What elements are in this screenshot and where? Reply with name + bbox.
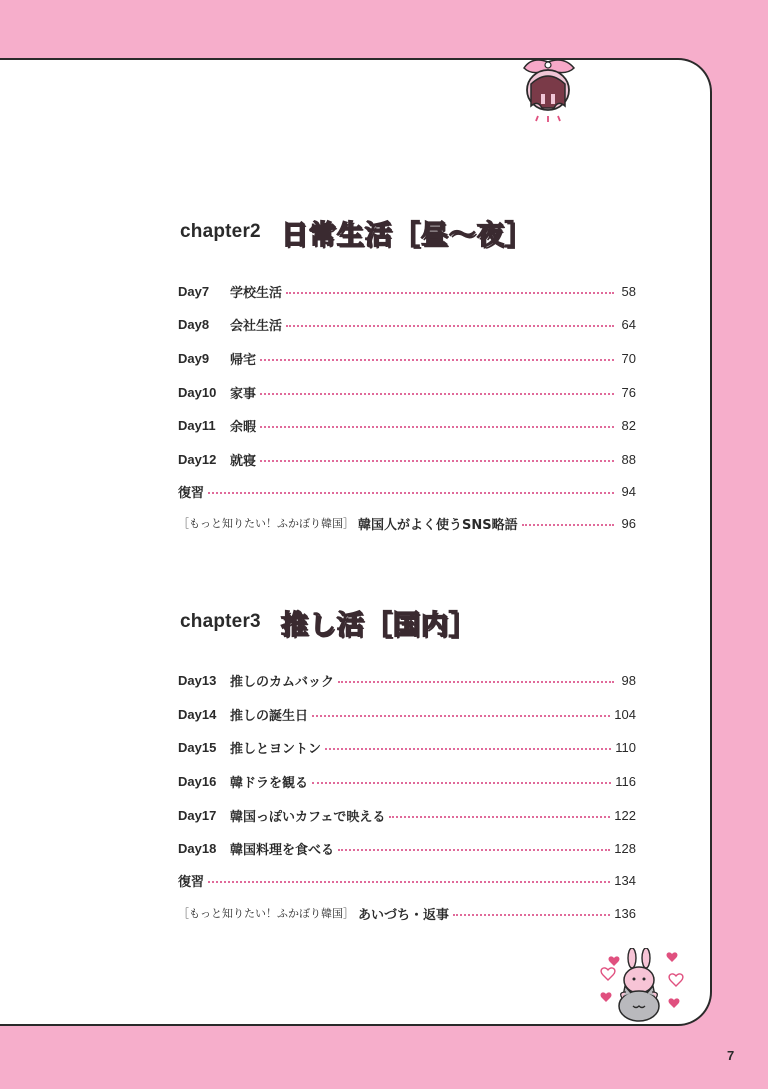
entry-title: 会社生活	[230, 318, 283, 334]
toc-entry[interactable]	[178, 281, 636, 301]
entry-title: 韓国人がよく使うSNS略語	[358, 517, 518, 533]
chapter-label: chapter3	[180, 611, 261, 632]
entry-title: あいづち・返事	[358, 907, 450, 923]
dot-leader	[338, 849, 610, 851]
toc-entry[interactable]	[178, 348, 636, 368]
entry-title: 推しとヨントン	[230, 741, 322, 757]
page-ref: 98	[621, 672, 636, 688]
toc-entry[interactable]	[178, 415, 636, 435]
dot-leader	[312, 715, 610, 717]
day-label: Day18	[178, 840, 217, 856]
toc-entry[interactable]	[178, 838, 636, 858]
page-ref: 88	[621, 451, 636, 467]
dot-leader	[286, 292, 614, 294]
page-ref: 58	[621, 283, 636, 299]
toc-entry[interactable]	[178, 737, 636, 757]
page-ref: 104	[614, 706, 636, 722]
page-ref: 128	[614, 840, 636, 856]
day-label: Day12	[178, 451, 217, 467]
chapter-label: chapter2	[180, 221, 261, 242]
page-ref: 134	[614, 872, 636, 888]
chapter-title: 推し活［国内］	[280, 609, 477, 641]
page-number: 7	[727, 1048, 735, 1063]
chapter-heading	[180, 602, 477, 642]
day-label: Day8	[178, 316, 210, 332]
day-label: Day14	[178, 706, 217, 722]
mascot-hanging-icon	[518, 54, 582, 128]
dot-leader	[389, 816, 610, 818]
toc-entry-column[interactable]	[178, 903, 636, 923]
mascot-bunny-hug-icon	[600, 948, 684, 1026]
toc-entry[interactable]	[178, 449, 636, 469]
day-label: Day15	[178, 739, 217, 755]
entry-title: 復習	[178, 874, 205, 890]
column-label: ［もっと知りたい！ふかぼり韓国］	[178, 907, 354, 920]
chapter-title: 日常生活［昼〜夜］	[280, 219, 533, 251]
entry-title: 帰宅	[230, 352, 257, 368]
entry-title: 学校生活	[230, 285, 283, 301]
entry-title: 韓国料理を食べる	[230, 842, 335, 858]
page-ref: 70	[621, 350, 636, 366]
dot-leader	[208, 881, 610, 883]
entry-title: 推しのカムバック	[230, 674, 335, 690]
entry-title: 復習	[178, 485, 205, 501]
page-ref: 94	[621, 483, 636, 499]
page-ref: 82	[621, 417, 636, 433]
page-ref: 116	[615, 773, 636, 789]
entry-title: 余暇	[230, 419, 257, 435]
day-label: Day17	[178, 807, 217, 823]
day-label: Day11	[178, 417, 216, 433]
dot-leader	[260, 393, 614, 395]
dot-leader	[260, 426, 614, 428]
chapter-heading	[180, 212, 533, 252]
toc-entry[interactable]	[178, 704, 636, 724]
entry-title: 推しの誕生日	[230, 708, 309, 724]
page-ref: 76	[621, 384, 636, 400]
dot-leader	[286, 325, 614, 327]
toc-entry[interactable]	[178, 314, 636, 334]
dot-leader	[260, 460, 614, 462]
page-ref: 64	[621, 316, 636, 332]
dot-leader	[260, 359, 614, 361]
dot-leader	[325, 748, 611, 750]
entry-title: 韓国っぽいカフェで映える	[230, 809, 386, 825]
dot-leader	[338, 681, 614, 683]
day-label: Day10	[178, 384, 217, 400]
day-label: Day16	[178, 773, 217, 789]
dot-leader	[208, 492, 614, 494]
dot-leader	[312, 782, 611, 784]
day-label: Day13	[178, 672, 217, 688]
toc-entry[interactable]	[178, 670, 636, 690]
toc-entry[interactable]	[178, 805, 636, 825]
toc-entry-review[interactable]	[178, 870, 636, 890]
page-ref: 122	[614, 807, 636, 823]
entry-title: 家事	[230, 386, 257, 402]
toc-entry-review[interactable]	[178, 481, 636, 501]
entry-title: 韓ドラを観る	[230, 775, 309, 791]
page-ref: 136	[614, 905, 636, 921]
day-label: Day9	[178, 350, 210, 366]
toc-entry-column[interactable]	[178, 513, 636, 533]
dot-leader	[522, 524, 614, 526]
page-ref: 110	[615, 739, 636, 755]
day-label: Day7	[178, 283, 210, 299]
dot-leader	[453, 914, 610, 916]
toc-entry[interactable]	[178, 771, 636, 791]
page-ref: 96	[621, 515, 636, 531]
toc-entry[interactable]	[178, 382, 636, 402]
entry-title: 就寝	[230, 453, 257, 469]
column-label: ［もっと知りたい！ふかぼり韓国］	[178, 517, 354, 530]
